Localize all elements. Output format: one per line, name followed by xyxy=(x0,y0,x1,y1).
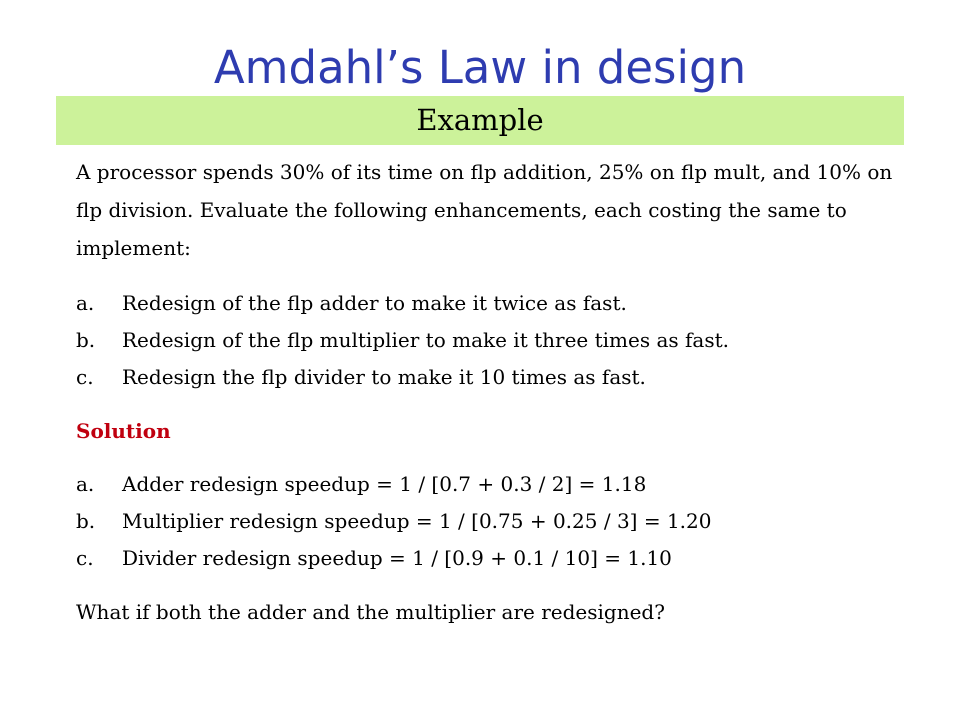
solution-heading: Solution xyxy=(76,419,171,443)
list-item-text: Multiplier redesign speedup = 1 / [0.75 + 0.25 / 3] = 1.20 xyxy=(122,509,712,533)
enhancement-list xyxy=(76,285,916,396)
list-item-text: Redesign of the flp adder to make it twice as fast. xyxy=(122,291,627,315)
list-item xyxy=(76,540,916,577)
list-item xyxy=(76,285,916,322)
closing-question: What if both the adder and the multiplier are redesigned? xyxy=(76,600,665,624)
list-item xyxy=(76,322,916,359)
list-item-text: Divider redesign speedup = 1 / [0.9 + 0.1 / 10] = 1.10 xyxy=(122,546,672,570)
list-marker: a. xyxy=(76,472,95,496)
list-marker: a. xyxy=(76,291,95,315)
list-item xyxy=(76,359,916,396)
slide-title: Amdahl’s Law in design xyxy=(213,41,747,94)
example-banner xyxy=(56,96,904,145)
list-item-text: Redesign of the flp multiplier to make it three times as fast. xyxy=(122,328,729,352)
list-marker: c. xyxy=(76,546,94,570)
list-item-text: Redesign the flp divider to make it 10 times as fast. xyxy=(122,365,646,389)
list-marker: c. xyxy=(76,365,94,389)
list-item-text: Adder redesign speedup = 1 / [0.7 + 0.3 / 2] = 1.18 xyxy=(122,472,647,496)
slide-body xyxy=(76,153,916,631)
problem-statement: A processor spends 30% of its time on flp addition, 25% on flp mult, and 10% on flp division. Evaluate the following enhancements, each costing the same to implement: xyxy=(76,160,893,260)
list-marker: b. xyxy=(76,328,96,352)
list-marker: b. xyxy=(76,509,96,533)
list-item xyxy=(76,503,916,540)
banner-label: Example xyxy=(416,103,544,137)
solution-list xyxy=(76,466,916,577)
list-item xyxy=(76,466,916,503)
